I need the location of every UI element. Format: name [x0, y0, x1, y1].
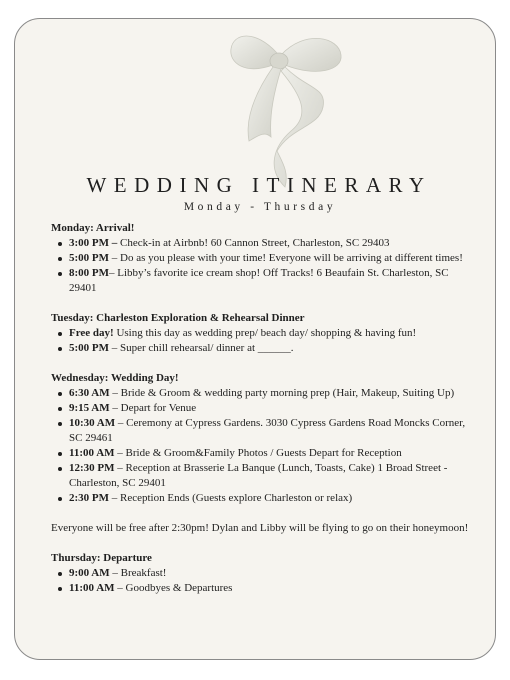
event-text: – Ceremony at Cypress Gardens. 3030 Cypress Gardens Road Moncks Corner, SC 29461: [69, 417, 466, 444]
event-text: – Depart for Venue: [109, 402, 197, 414]
event-time: 9:15 AM: [69, 402, 110, 414]
section-monday: [51, 221, 475, 296]
list-item: [69, 446, 475, 461]
event-text: – Do as you please with your time! Everyone will be arriving at different times!: [109, 252, 463, 264]
event-list: [51, 326, 475, 356]
list-item: [69, 566, 475, 581]
list-item: [69, 326, 475, 341]
list-item: [69, 341, 475, 356]
event-time: 3:00 PM –: [69, 237, 118, 249]
list-item: [69, 491, 475, 506]
section-heading: Wednesday: Wedding Day!: [51, 372, 179, 384]
section-wednesday: [51, 371, 475, 506]
section-tuesday: [51, 311, 475, 356]
event-text: – Bride & Groom & wedding party morning prep (Hair, Makeup, Suiting Up): [109, 387, 455, 399]
list-item: [69, 251, 475, 266]
page-subtitle: Monday - Thursday: [183, 201, 337, 213]
event-time: 9:00 AM: [69, 567, 110, 579]
event-time: 11:00 AM: [69, 582, 115, 594]
event-list: [51, 386, 475, 506]
free-time-note: Everyone will be free after 2:30pm! Dylan and Libby will be flying to go on their honeymoon!: [51, 522, 469, 534]
itinerary-card: [14, 18, 496, 660]
event-text: – Reception at Brasserie La Banque (Lunch, Toasts, Cake) 1 Broad Street - Charleston, SC 29401: [69, 462, 448, 489]
section-heading: Monday: Arrival!: [51, 222, 135, 234]
itinerary-content: [51, 221, 475, 611]
event-text: – Libby’s favorite ice cream shop! Off Tracks! 6 Beaufain St. Charleston, SC 29401: [69, 267, 449, 294]
list-item: [69, 461, 475, 491]
event-list: [51, 566, 475, 596]
section-thursday: [51, 551, 475, 596]
section-heading: Thursday: Departure: [51, 552, 152, 564]
event-list: [51, 236, 475, 296]
event-text: Using this day as wedding prep/ beach day/ shopping & having fun!: [113, 327, 417, 339]
event-time: 5:00 PM: [69, 342, 110, 354]
list-item: [69, 581, 475, 596]
event-time: 12:30 PM: [69, 462, 115, 474]
event-time: 10:30 AM: [69, 417, 116, 429]
event-time: 5:00 PM: [69, 252, 110, 264]
list-item: [69, 236, 475, 251]
event-time: Free day!: [69, 327, 114, 339]
event-time: 8:00 PM: [69, 267, 110, 279]
event-text: – Breakfast!: [109, 567, 167, 579]
event-text: – Reception Ends (Guests explore Charleston or relax): [109, 492, 353, 504]
list-item: [69, 386, 475, 401]
ribbon-bow-icon: [215, 23, 365, 195]
page-title: WEDDING ITINERARY: [86, 173, 432, 197]
event-time: 6:30 AM: [69, 387, 110, 399]
list-item: [69, 416, 475, 446]
event-time: 11:00 AM: [69, 447, 115, 459]
event-text: – Bride & Groom&Family Photos / Guests Depart for Reception: [114, 447, 402, 459]
list-item: [69, 266, 475, 296]
event-text: Check-in at Airbnb! 60 Cannon Street, Charleston, SC 29403: [117, 237, 390, 249]
event-text: – Goodbyes & Departures: [114, 582, 233, 594]
section-heading: Tuesday: Charleston Exploration & Rehearsal Dinner: [51, 312, 305, 324]
event-text: – Super chill rehearsal/ dinner at ______.: [109, 342, 294, 354]
event-time: 2:30 PM: [69, 492, 110, 504]
list-item: [69, 401, 475, 416]
